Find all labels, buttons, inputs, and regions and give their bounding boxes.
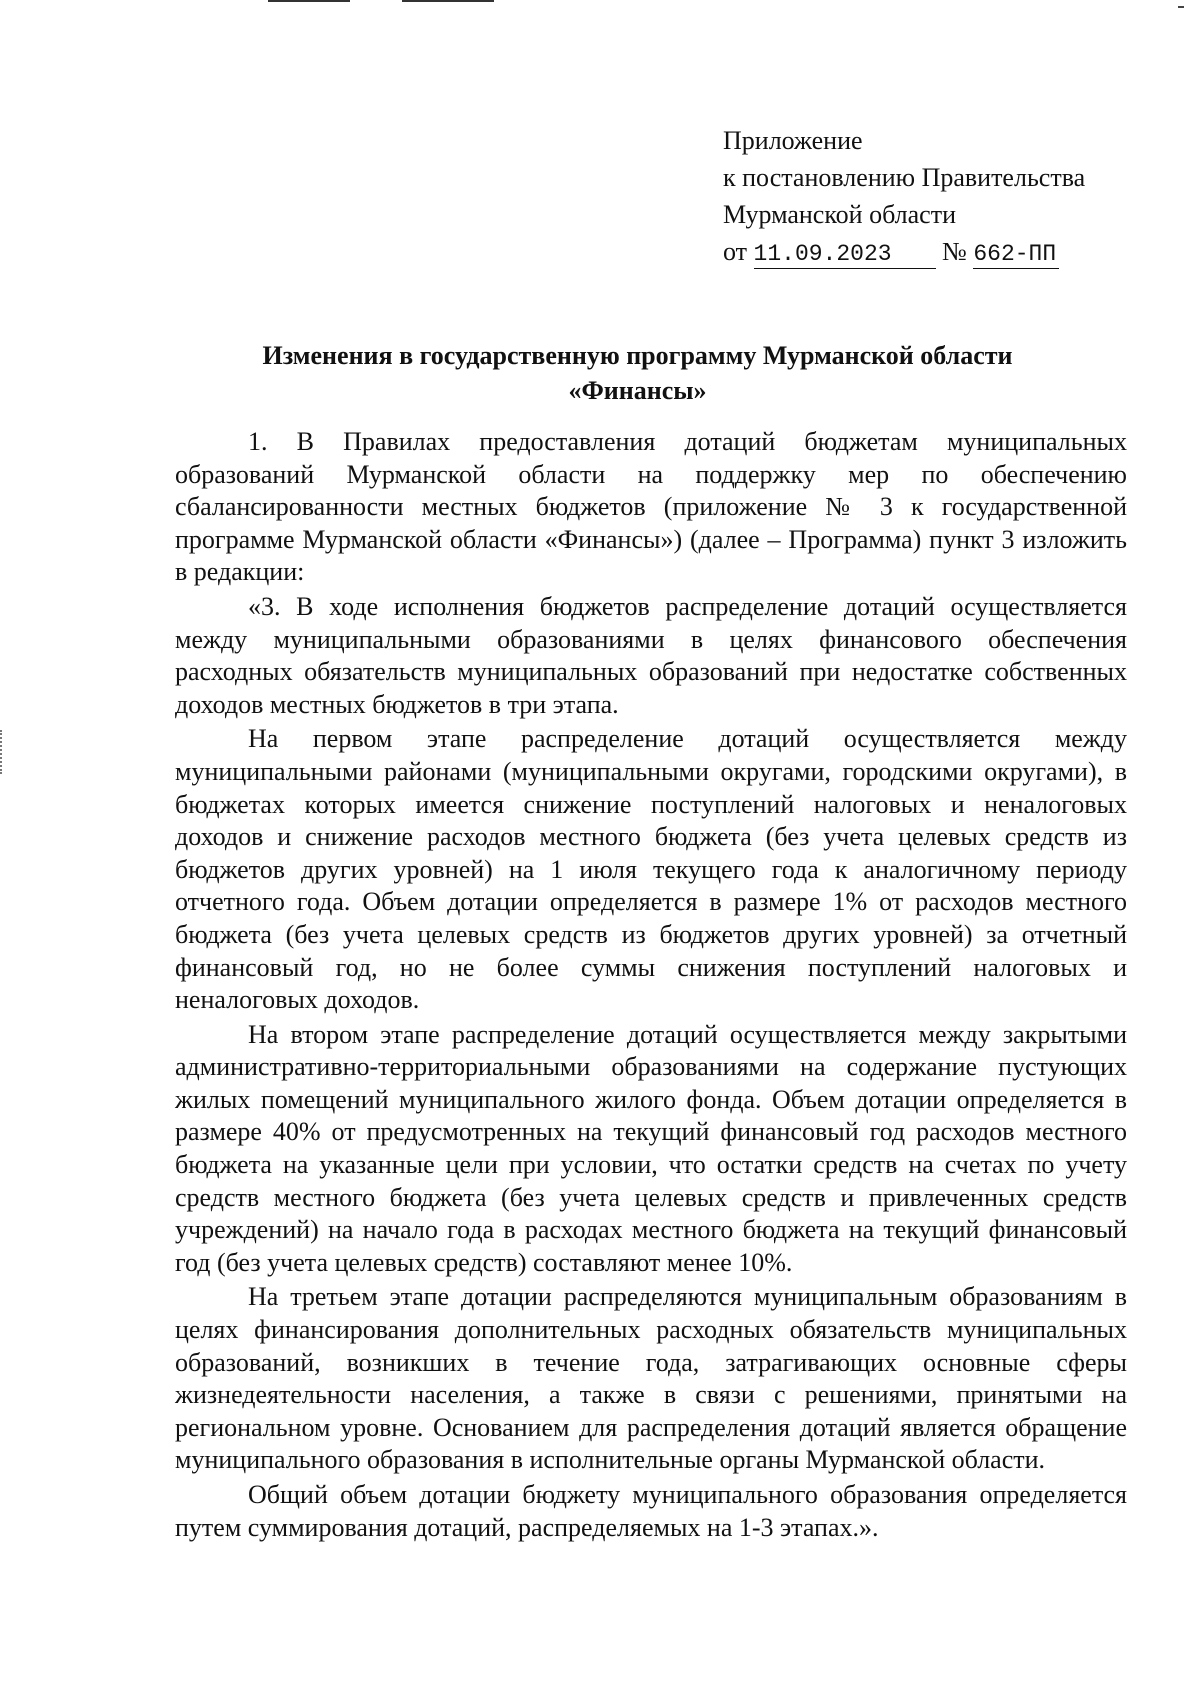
paragraph-5: На третьем этапе дотации распределяются муниципальным образованиям в целях финансирования дополнительных расходных обязательств муниципальных образований, возникших в течение года, затрагивающих основные сферы жизнедеятельности населения, а также в связи с решениями, принятыми на региональном уровне. Основанием для распределения дотаций является обращение муниципального образования в исполнительные органы Мурманской области. [175,1282,1127,1475]
document-title-line-2: «Финансы» [568,376,707,405]
paragraph-3: На первом этапе распределение дотаций осуществляется между муниципальными районами (муниципальными округами, городскими округами), в бюджетах которых имеется снижение поступлений налоговых и неналоговых доходов и снижение расходов местного бюджета (без учета целевых средств из бюджетов других уровней) на 1 июля текущего года к аналогичному периоду отчетного года. Объем дотации определяется в размере 1% от расходов местного бюджета (без учета целевых средств из бюджетов других уровней) за отчетный финансовый год, но не более суммы снижения поступлений налоговых и неналоговых доходов. [175,724,1127,1015]
scan-edge-mark [1178,6,1184,8]
date-field [754,238,936,269]
resolution-date: 11.09.2023 [753,241,892,267]
document-title [175,338,1100,408]
document-title-line-1: Изменения в государственную программу Мурманской области [262,341,1013,370]
number-prefix: № [942,237,967,266]
appendix-date-number-line [723,233,1085,270]
resolution-number: 662-ПП [973,241,1057,267]
scan-top-rule [402,0,494,2]
appendix-block [723,122,1085,270]
appendix-label: Приложение [723,126,863,155]
appendix-resolution-line: к постановлению Правительства [723,163,1086,192]
appendix-region-line: Мурманской области [723,200,956,229]
document-body [175,426,1127,1544]
number-field [973,238,1059,269]
paragraph-1: 1. В Правилах предоставления дотаций бюджетам муниципальных образований Мурманской области на поддержку мер по обеспечению сбалансированности местных бюджетов (приложение № 3 к государственной программе Мурманской области «Финансы») (далее – Программа) пункт 3 изложить в редакции: [175,427,1127,587]
paragraph-4: На втором этапе распределение дотаций осуществляется между закрытыми административно-территориальными образованиями на содержание пустующих жилых помещений муниципального жилого фонда. Объем дотации определяется в размере 40% от предусмотренных на текущий финансовый год расходов местного бюджета на указанные цели при условии, что остатки средств на счетах по учету средств местного бюджета (без учета целевых средств и привлеченных средств учреждений) на начало года в расходах местного бюджета на текущий финансовый год (без учета целевых средств) составляют менее 10%. [175,1019,1127,1277]
scan-edge-dots [0,730,5,774]
paragraph-6: Общий объем дотации бюджету муниципального образования определяется путем суммирования дотаций, распределяемых на 1-3 этапах.». [175,1480,1127,1542]
date-prefix: от [723,237,748,266]
scan-top-rule [268,0,350,2]
paragraph-2: «3. В ходе исполнения бюджетов распределение дотаций осуществляется между муниципальными образованиями в целях финансового обеспечения расходных обязательств муниципальных образований при недостатке собственных доходов местных бюджетов в три этапа. [175,591,1127,719]
